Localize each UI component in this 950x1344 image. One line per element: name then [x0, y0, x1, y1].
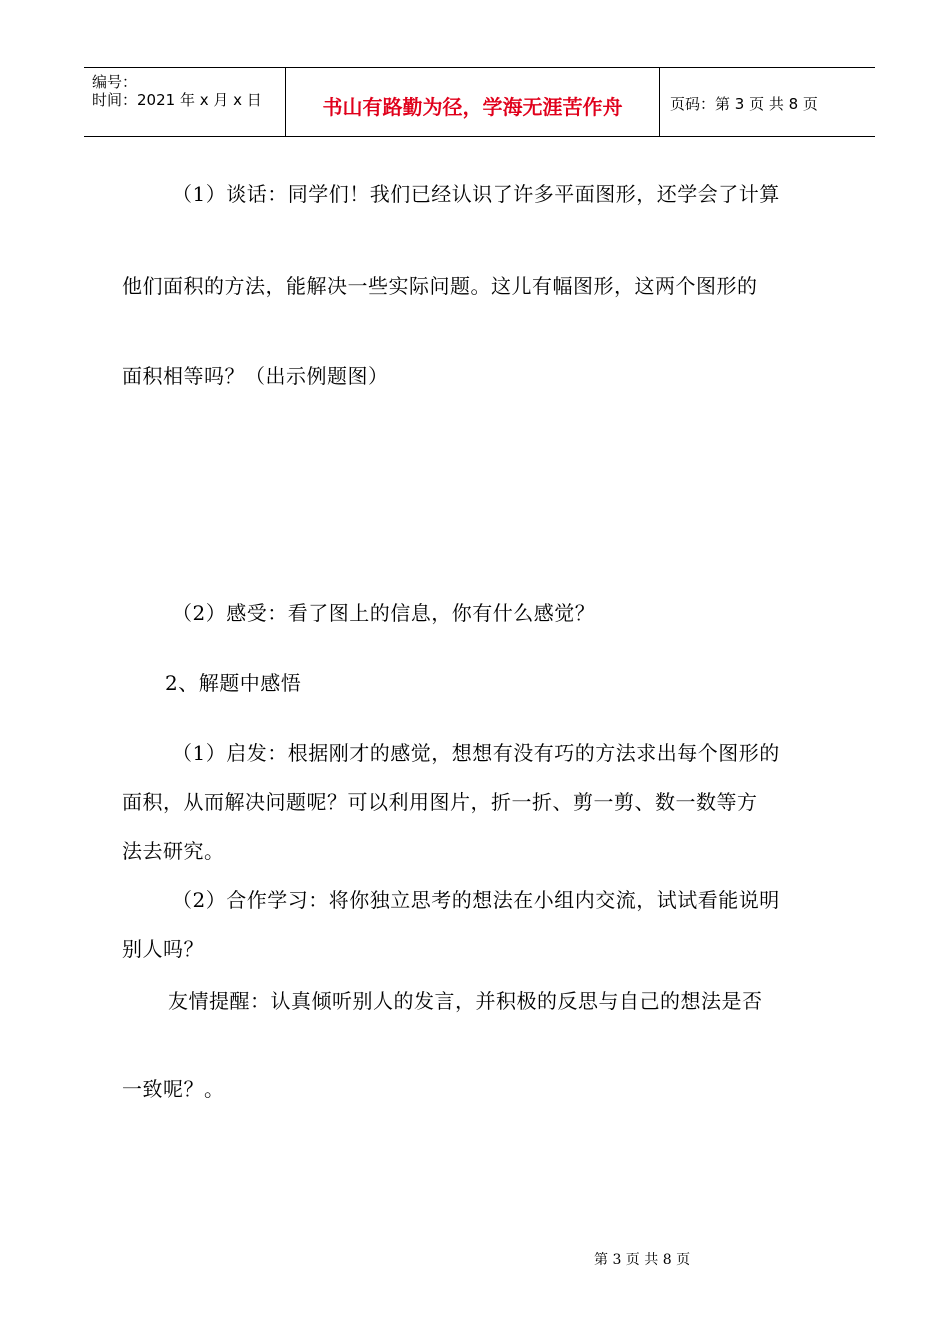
body-line: 一致呢？。	[122, 1077, 225, 1101]
body-line: 别人吗？	[122, 937, 204, 961]
section-heading: 2、解题中感悟	[165, 671, 302, 695]
page-footer: 第 3 页 共 8 页	[594, 1252, 691, 1268]
body-line: （1）谈话：同学们！我们已经认识了许多平面图形，还学会了计算	[172, 182, 780, 206]
page-header	[84, 67, 875, 137]
body-line: 面积相等吗？（出示例题图）	[122, 364, 389, 388]
motto: 书山有路勤为径，学海无涯苦作舟	[322, 95, 623, 119]
body-line: （2）感受：看了图上的信息，你有什么感觉？	[172, 601, 596, 625]
body-line: 他们面积的方法，能解决一些实际问题。这儿有幅图形，这两个图形的	[122, 274, 758, 298]
body-line: 法去研究。	[122, 839, 225, 863]
body-line: 面积，从而解决问题呢？可以利用图片，折一折、剪一剪、数一数等方	[122, 790, 758, 814]
body-line: 友情提醒：认真倾听别人的发言，并积极的反思与自己的想法是否	[168, 989, 763, 1013]
number-label: 编号：	[92, 73, 138, 91]
time-label: 时间：2021 年 x 月 x 日	[92, 91, 262, 109]
header-motto-cell	[286, 68, 660, 136]
header-page-cell	[660, 68, 875, 136]
body-line: （2）合作学习：将你独立思考的想法在小组内交流，试试看能说明	[172, 888, 780, 912]
page-code: 页码：第 3 页 共 8 页	[670, 95, 818, 113]
header-meta-cell	[84, 68, 286, 136]
body-line: （1）启发：根据刚才的感觉，想想有没有巧的方法求出每个图形的	[172, 741, 780, 765]
